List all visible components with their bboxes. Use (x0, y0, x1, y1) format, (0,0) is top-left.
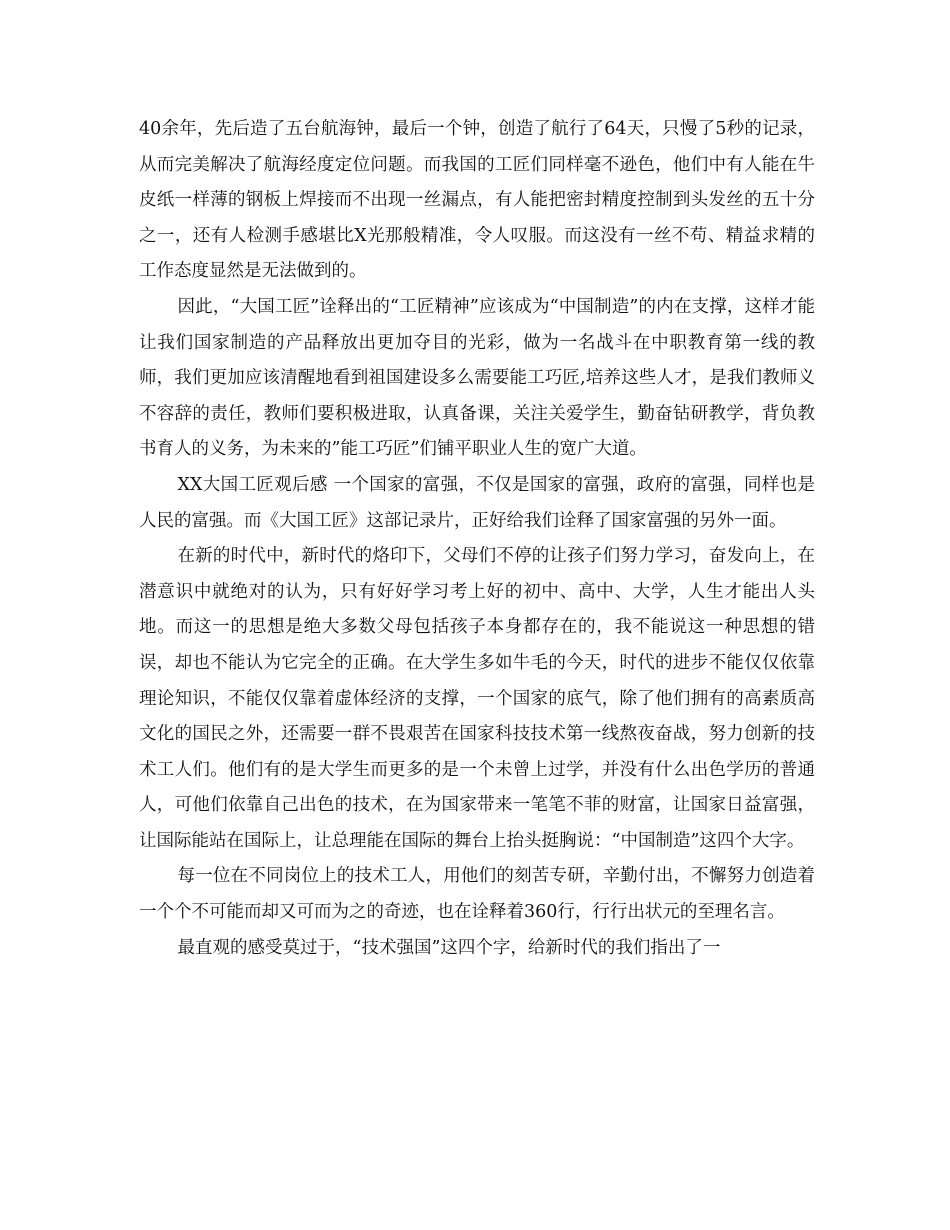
paragraph-craftsman-spirit: 因此，“大国工匠”诠释出的“工匠精神”应该成为“中国制造”的内在支撑，这样才能让我们国家制造的产品释放出更加夺目的光彩，做为一名战斗在中职教育第一线的教师，我们更加应该清醒地看到祖国建设多么需要能工巧匠,培养这些人才，是我们教师义不容辞的责任，教师们要积极进取，认真备课，关注关爱学生，勤奋钻研教学，背负教书育人的义务，为未来的”能工巧匠”们铺平职业人生的宽广大道。 (139, 296, 815, 460)
paragraph-continuation: 40余年，先后造了五台航海钟，最后一个钟，创造了航行了64天，只慢了5秒的记录，从而完美解决了航海经度定位问题。而我国的工匠们同样毫不逊色，他们中有人能在牛皮纸一样薄的钢板上焊接而不出现一丝漏点，有人能把密封精度控制到头发丝的五十分之一，还有人检测手感堪比X光那般精准，令人叹服。而这没有一丝不苟、精益求精的工作态度显然是无法做到的。 (139, 119, 815, 282)
paragraph-tech-strong-nation: 最直观的感受莫过于，“技术强国”这四个字，给新时代的我们指出了一 (177, 937, 721, 958)
document-page (139, 112, 815, 966)
paragraph-review-intro: XX大国工匠观后感 一个国家的富强，不仅是国家的富强，政府的富强，同样也是人民的富强。而《大国工匠》这部记录片，正好给我们诠释了国家富强的另外一面。 (139, 474, 815, 531)
paragraph-technical-workers: 每一位在不同岗位上的技术工人，用他们的刻苦专研，辛勤付出，不懈努力创造着一个个不可能而却又可而为之的奇迹，也在诠释着360行，行行出状元的至理名言。 (139, 866, 815, 923)
paragraph-new-era: 在新的时代中，新时代的烙印下，父母们不停的让孩子们努力学习，奋发向上，在潜意识中就绝对的认为，只有好好学习考上好的初中、高中、大学，人生才能出人头地。而这一的思想是绝大多数父母包括孩子本身都存在的，我不能说这一种思想的错误，却也不能认为它完全的正确。在大学生多如牛毛的今天，时代的进步不能仅仅依靠理论知识，不能仅仅靠着虚体经济的支撑，一个国家的底气，除了他们拥有的高素质高文化的国民之外，还需要一群不畏艰苦在国家科技技术第一线熬夜奋战，努力创新的技术工人们。他们有的是大学生而更多的是一个未曾上过学，并没有什么出色学历的普通人，可他们依靠自己出色的技术，在为国家带来一笔笔不菲的财富，让国家日益富强，让国际能站在国际上，让总理能在国际的舞台上抬头挺胸说：“中国制造”这四个大字。 (139, 546, 815, 851)
